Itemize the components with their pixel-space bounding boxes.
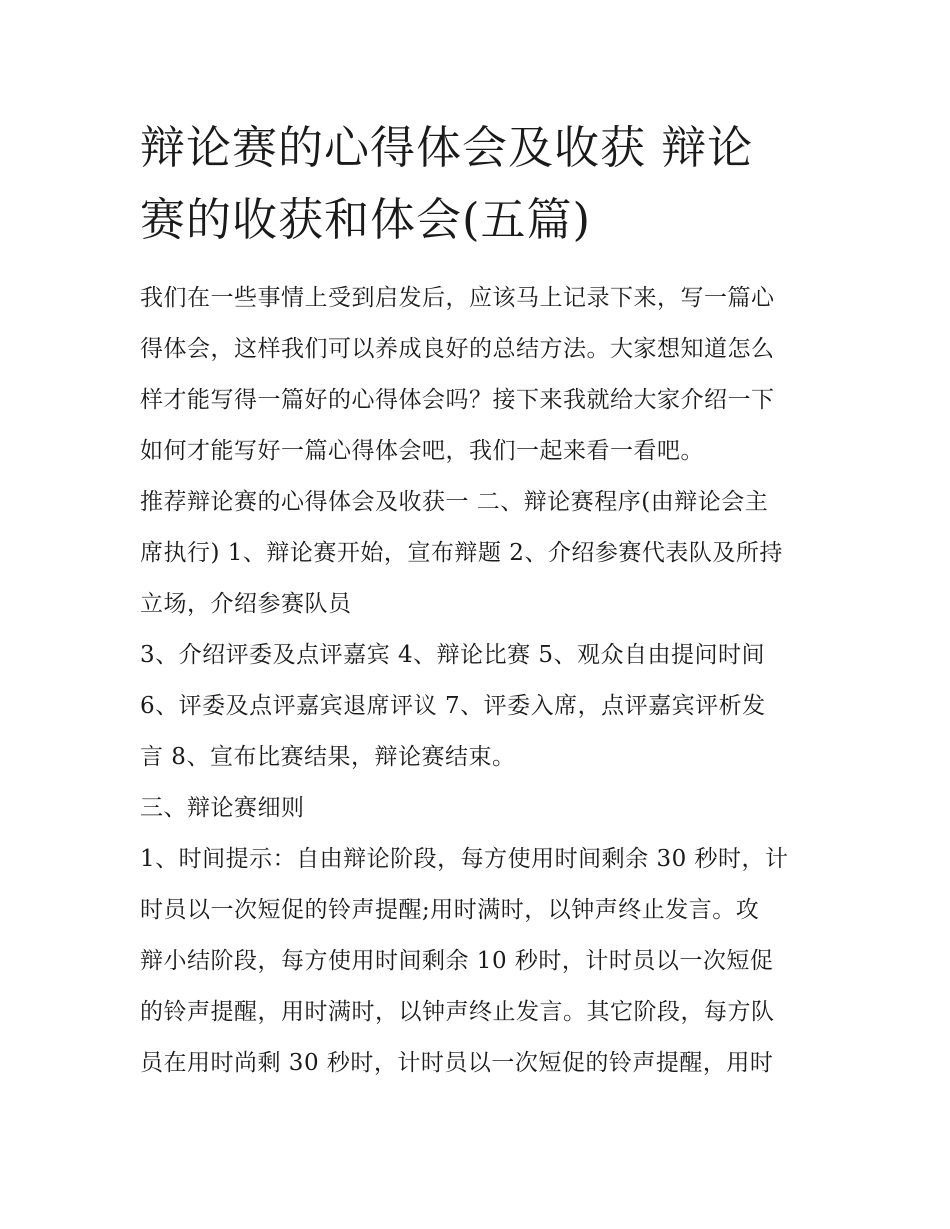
- document-title: [140, 112, 812, 256]
- text-line: 推荐辩论赛的心得体会及收获一 二、辩论赛程序(由辩论会主: [140, 489, 769, 515]
- section-heading-rules: [140, 783, 812, 834]
- text-line: 席执行) 1、辩论赛开始，宣布辩题 2、介绍参赛代表队及所持: [140, 540, 783, 566]
- text-line: 我们在一些事情上受到启发后，应该马上记录下来，写一篇心: [140, 285, 775, 311]
- text-line: 立场，介绍参赛队员: [140, 591, 352, 617]
- title-line: 辩论赛的心得体会及收获 辩论: [140, 121, 754, 174]
- text-line: 如何才能写好一篇心得体会吧，我们一起来看一看吧。: [140, 438, 704, 464]
- text-line: 6、评委及点评嘉宾退席评议 7、评委入席，点评嘉宾评析发: [140, 693, 766, 719]
- text-line: 的铃声提醒，用时满时，以钟声终止发言。其它阶段，每方队: [140, 999, 775, 1025]
- title-line: 赛的收获和体会(五篇): [140, 193, 592, 246]
- text-line: 辩小结阶段，每方使用时间剩余 10 秒时，计时员以一次短促: [140, 948, 774, 974]
- text-line: 得体会，这样我们可以养成良好的总结方法。大家想知道怎么: [140, 336, 775, 362]
- paragraph-time-rules: [140, 834, 812, 1089]
- text-line: 员在用时尚剩 30 秒时，计时员以一次短促的铃声提醒，用时: [140, 1050, 774, 1076]
- paragraph-program: [140, 477, 812, 630]
- paragraph-program-steps: [140, 630, 812, 783]
- text-line: 三、辩论赛细则: [140, 795, 305, 821]
- text-line: 3、介绍评委及点评嘉宾 4、辩论比赛 5、观众自由提问时间: [140, 642, 766, 668]
- document-page: [140, 112, 812, 1089]
- text-line: 样才能写得一篇好的心得体会吗？接下来我就给大家介绍一下: [140, 387, 775, 413]
- text-line: 言 8、宣布比赛结果，辩论赛结束。: [140, 744, 516, 770]
- text-line: 1、时间提示：自由辩论阶段，每方使用时间剩余 30 秒时，计: [140, 846, 789, 872]
- text-line: 时员以一次短促的铃声提醒;用时满时，以钟声终止发言。攻: [140, 897, 760, 923]
- document-body: [140, 273, 812, 1089]
- paragraph-intro: [140, 273, 812, 477]
